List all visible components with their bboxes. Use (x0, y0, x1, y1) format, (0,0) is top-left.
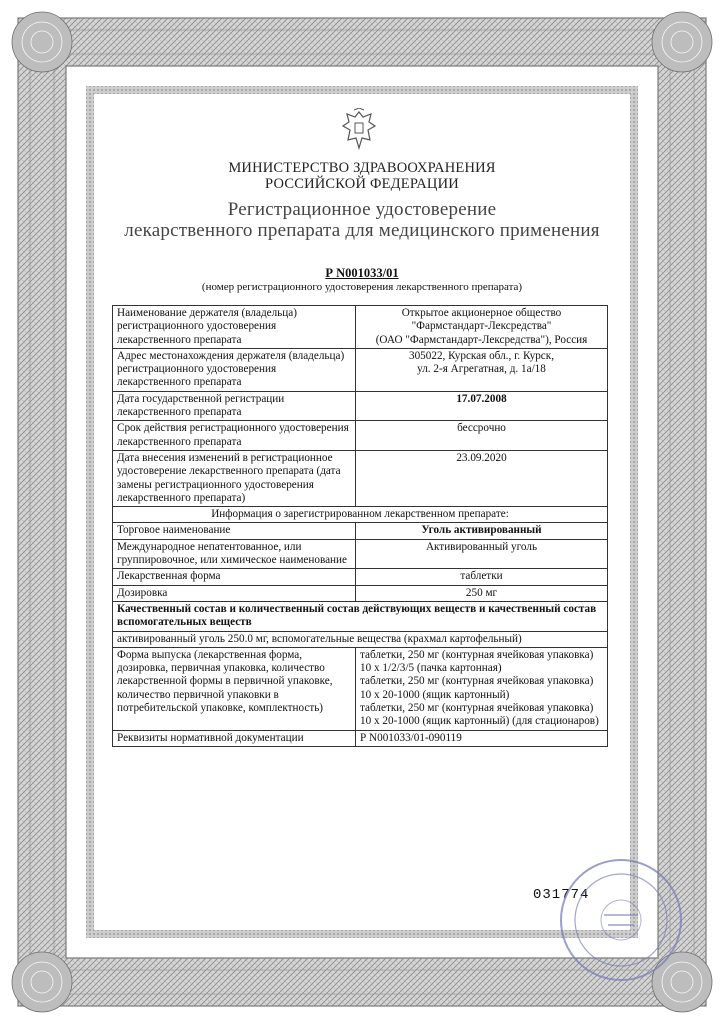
normative-label: Реквизиты нормативной документации (113, 730, 356, 746)
dosage-form-label: Лекарственная форма (113, 569, 356, 585)
table-row (113, 647, 608, 730)
table-row (113, 391, 608, 421)
dosage-value: 250 мг (356, 585, 608, 601)
table-row (113, 450, 608, 506)
packaging-value (356, 647, 608, 730)
packaging-line: 10 х 20-1000 (ящик картонный) (для стационаров) (360, 715, 599, 728)
table-row (113, 585, 608, 601)
dosage-label: Дозировка (113, 585, 356, 601)
inn-value: Активированный уголь (356, 539, 608, 569)
trade-name-label: Торговое наименование (113, 523, 356, 539)
inn-label: Международное непатентованное, или группировочное, или химическое наименование (113, 539, 356, 569)
normative-value: Р N001033/01-090119 (356, 730, 608, 746)
serial-number: 031774 (533, 887, 590, 903)
holder-value-line-2: "Фармстандарт-Лексредства" (411, 320, 552, 333)
holder-value (356, 306, 608, 349)
registration-number-caption: (номер регистрационного удостоверения лекарственного препарата) (201, 281, 523, 293)
holder-value-line-3: (ОАО "Фармстандарт-Лексредства"), Россия (375, 333, 588, 346)
packaging-line: 10 х 20-1000 (ящик картонный) (360, 688, 510, 701)
composition-value: активированный уголь 250.0 мг, вспомогательные вещества (крахмал картофельный) (113, 631, 608, 647)
ministry-line-2: РОССИЙСКОЙ ФЕДЕРАЦИИ (265, 176, 459, 192)
table-row (113, 569, 608, 585)
table-row (113, 348, 608, 391)
packaging-line: таблетки, 250 мг (контурная ячейковая упаковка) (360, 675, 594, 688)
address-value-line-2: ул. 2-я Агрегатная, д. 1а/18 (417, 363, 546, 376)
info-heading: Информация о зарегистрированном лекарственном препарате: (113, 507, 608, 523)
changes-date-label: Дата внесения изменений в регистрационное удостоверение лекарственного препарата (дата замены регистрационного удостоверения лекарственного препарата) (113, 450, 356, 506)
composition-label: Качественный состав и количественный состав действующих веществ и качественный состав вспомогательных веществ (113, 601, 608, 631)
reg-date-value: 17.07.2008 (356, 391, 608, 421)
table-row (113, 306, 608, 349)
ministry-name (62, 160, 662, 192)
table-row (113, 523, 608, 539)
ministry-line-1: МИНИСТЕРСТВО ЗДРАВООХРАНЕНИЯ (228, 160, 496, 176)
table-row (113, 507, 608, 523)
packaging-label: Форма выпуска (лекарственная форма, дозировка, первичная упаковка, количество лекарственной формы в первичной упаковке, количество первичной упаковки в потребительской упаковке, комплектность) (113, 647, 356, 730)
trade-name-value: Уголь активированный (356, 523, 608, 539)
title-line-2: лекарственного препарата для медицинского применения (124, 220, 600, 241)
table-row (113, 421, 608, 451)
registration-table (112, 305, 608, 747)
packaging-line: таблетки, 250 мг (контурная ячейковая упаковка) (360, 702, 594, 715)
table-row (113, 539, 608, 569)
title-line-1: Регистрационное удостоверение (227, 199, 497, 220)
table-row (113, 601, 608, 631)
seal-stamp-icon (556, 855, 686, 985)
document-title (62, 199, 662, 241)
validity-label: Срок действия регистрационного удостоверения лекарственного препарата (113, 421, 356, 451)
dosage-form-value: таблетки (356, 569, 608, 585)
validity-value: бессрочно (356, 421, 608, 451)
packaging-line: 10 х 1/2/3/5 (пачка картонная) (360, 662, 502, 675)
holder-label: Наименование держателя (владельца) регистрационного удостоверения лекарственного препарата (113, 306, 356, 349)
address-value (356, 348, 608, 391)
address-value-line-1: 305022, Курская обл., г. Курск, (408, 349, 554, 362)
holder-value-line-1: Открытое акционерное общество (401, 307, 562, 319)
changes-date-value: 23.09.2020 (356, 450, 608, 506)
registration-number: Р N001033/01 (325, 266, 399, 280)
packaging-line: таблетки, 250 мг (контурная ячейковая упаковка) (360, 648, 594, 661)
reg-date-label: Дата государственной регистрации лекарственного препарата (113, 391, 356, 421)
address-label: Адрес местонахождения держателя (владельца) регистрационного удостоверения лекарственного препарата (113, 348, 356, 391)
table-row (113, 730, 608, 746)
coat-of-arms-icon (340, 108, 378, 152)
table-row (113, 631, 608, 647)
